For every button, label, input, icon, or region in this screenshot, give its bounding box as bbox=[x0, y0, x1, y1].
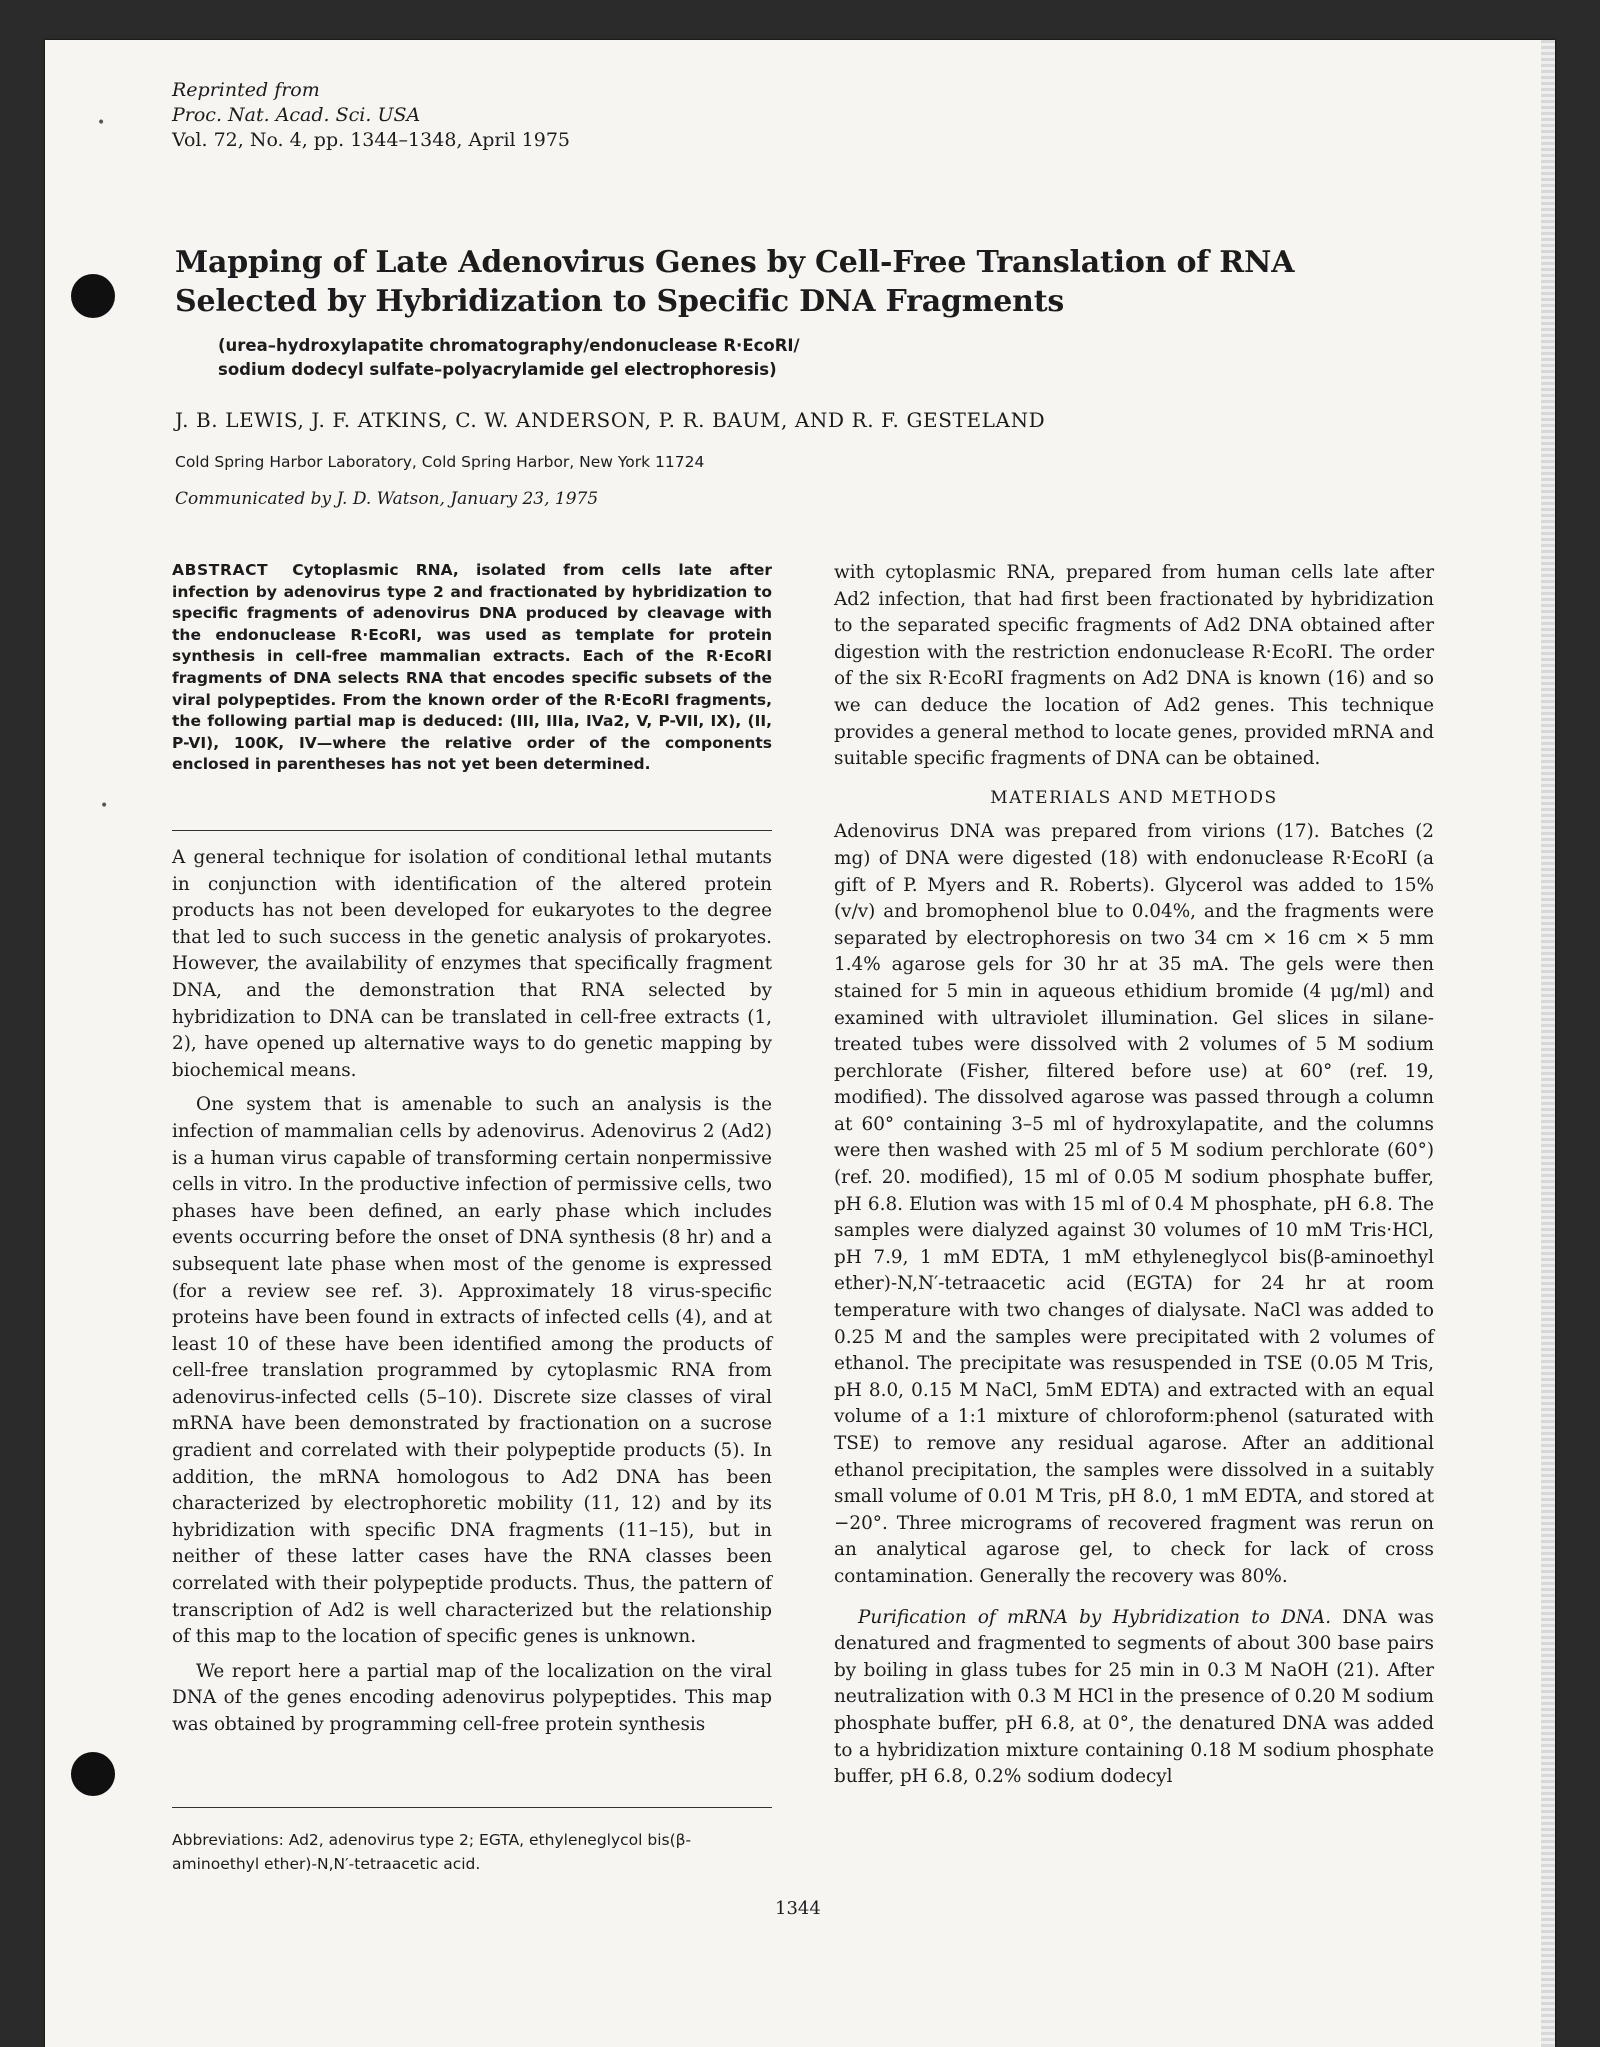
keywords bbox=[218, 334, 1118, 382]
punch-hole-bottom bbox=[71, 1752, 115, 1796]
page-number: 1344 bbox=[775, 1898, 821, 1919]
paragraph bbox=[834, 1605, 1434, 1791]
section-heading: MATERIALS AND METHODS bbox=[990, 787, 1278, 808]
keywords-line: (urea–hydroxylapatite chromatography/endonuclease R·EcoRI/ bbox=[218, 336, 800, 355]
paragraph: with cytoplasmic RNA, prepared from human cells late after Ad2 infection, that had first been fractionated by hybridization to the separated specific fragments of Ad2 DNA obtained after digestion with the restriction endonuclease R·EcoRI. The order of the six R·EcoRI fragments on Ad2 DNA is known (16) and so we can deduce the location of Ad2 genes. This technique provides a general method to locate genes, provided mRNA and suitable specific fragments of DNA can be obtained. bbox=[834, 562, 1434, 770]
abstract bbox=[172, 560, 772, 776]
left-column-body bbox=[172, 845, 772, 1739]
punch-hole-top bbox=[71, 274, 115, 318]
article-title: Mapping of Late Adenovirus Genes by Cell-Free Translation of RNA Selected by Hybridization to Specific DNA Fragments bbox=[175, 245, 1295, 319]
subsection-heading: Purification of mRNA by Hybridization to DNA. bbox=[858, 1606, 1332, 1628]
footnote-divider bbox=[172, 1807, 772, 1808]
paragraph-text: DNA was denatured and fragmented to segments of about 300 base pairs by boiling in glass tubes for 25 min in 0.3 M NaOH (21). After neutralization with 0.3 M HCl in the presence of 0.20 M sodium phosphate buffer, pH 6.8, at 0°, the denatured DNA was added to a hybridization mixture containing 0.18 M sodium phosphate buffer, pH 6.8, 0.2% sodium dodecyl bbox=[834, 1606, 1434, 1788]
volume-info: Vol. 72, No. 4, pp. 1344–1348, April 1975 bbox=[172, 129, 571, 151]
margin-mark: • bbox=[97, 115, 106, 131]
margin-mark: • bbox=[100, 798, 109, 814]
communicated-by: Communicated by J. D. Watson, January 23, 1975 bbox=[175, 489, 599, 509]
author-list: J. B. LEWIS, J. F. ATKINS, C. W. ANDERSON, P. R. BAUM, AND R. F. GESTELAND bbox=[175, 408, 1046, 432]
abstract-divider bbox=[172, 830, 772, 831]
abstract-text: Cytoplasmic RNA, isolated from cells late after infection by adenovirus type 2 and fractionated by hybridization to specific fragments of adenovirus DNA produced by cleavage with the endonuclease R·EcoRI, was used as template for protein synthesis in cell-free mammalian extracts. Each of the R·EcoRI fragments of DNA selects RNA that encodes specific subsets of the viral polypeptides. From the known order of the R·EcoRI fragments, the following partial map is deduced: (III, IIIa, IVa2, V, P-VII, IX), (II, P-VI), 100K, IV—where the relative order of the components enclosed in parentheses has not yet been determined. bbox=[172, 561, 772, 774]
page-edge bbox=[1541, 40, 1555, 2047]
paragraph: One system that is amenable to such an analysis is the infection of mammalian cells by adenovirus. Adenovirus 2 (Ad2) is a human virus capable of transforming certain nonpermissive cells in vitro. In the productive infection of permissive cells, two phases have been defined, an early phase which includes events occurring before the onset of DNA synthesis (8 hr) and a subsequent late phase when most of the genome is expressed (for a review see ref. 3). Approximately 18 virus-specific proteins have been found in extracts of infected cells (4), and at least 10 of these have been identified among the products of cell-free translation programmed by cytoplasmic RNA from adenovirus-infected cells (5–10). Discrete size classes of viral mRNA have been demonstrated by fractionation on a sucrose gradient and correlated with their polypeptide products (5). In addition, the mRNA homologous to Ad2 DNA has been characterized by electrophoretic mobility (11, 12) and by its hybridization with specific DNA fragments (11–15), but in neither of these latter cases have the RNA classes been correlated with their polypeptide products. Thus, the pattern of transcription of Ad2 is well characterized but the relationship of this map to the location of specific genes is unknown. bbox=[172, 1094, 772, 1648]
paragraph: Adenovirus DNA was prepared from virions (17). Batches (2 mg) of DNA were digested (18) with endonuclease R·EcoRI (a gift of P. Myers and R. Roberts). Glycerol was added to 15% (v/v) and bromophenol blue to 0.04%, and the fragments were separated by electrophoresis on two 34 cm × 16 cm × 5 mm 1.4% agarose gels for 30 hr at 35 mA. The gels were then stained for 5 min in aqueous ethidium bromide (4 μg/ml) and examined with ultraviolet illumination. Gel slices in silane-treated tubes were dissolved with 2 volumes of 5 M sodium perchlorate (Fisher, filtered before use) at 60° (ref. 19, modified). The dissolved agarose was passed through a column at 60° containing 3–5 ml of hydroxylapatite, and the columns were then washed with 25 ml of 5 M sodium perchlorate (60°) (ref. 20. modified), 15 ml of 0.05 M sodium phosphate buffer, pH 6.8. Elution was with 15 ml of 0.4 M phosphate, pH 6.8. The samples were dialyzed against 30 volumes of 10 mM Tris·HCl, pH 7.9, 1 mM EDTA, 1 mM ethyleneglycol bis(β-aminoethyl ether)-N,N′-tetraacetic acid (EGTA) for 24 hr at room temperature with two changes of dialysate. NaCl was added to 0.25 M and the samples were precipitated with 2 volumes of ethanol. The precipitate was resuspended in TSE (0.05 M Tris, pH 8.0, 0.15 M NaCl, 5mM EDTA) and extracted with an equal volume of a 1:1 mixture of chloroform:phenol (saturated with TSE) to remove any residual agarose. After an additional ethanol precipitation, the samples were dissolved in a suitably small volume of 0.01 M Tris, pH 8.0, 1 mM EDTA, and stored at −20°. Three micrograms of recovered fragment was rerun on an analytical agarose gel, to check for lack of cross contamination. Generally the recovery was 80%. bbox=[834, 821, 1434, 1587]
paragraph: A general technique for isolation of conditional lethal mutants in conjunction with identification of the altered protein products has not been developed for eukaryotes to the degree that led to such success in the genetic analysis of prokaryotes. However, the availability of enzymes that specifically fragment DNA, and the demonstration that RNA selected by hybridization to DNA can be translated in cell-free extracts (1, 2), have opened up alternative ways to do genetic mapping by biochemical means. bbox=[172, 847, 772, 1081]
keywords-line: sodium dodecyl sulfate–polyacrylamide gel electrophoresis) bbox=[218, 360, 777, 379]
affiliation: Cold Spring Harbor Laboratory, Cold Spring Harbor, New York 11724 bbox=[175, 453, 705, 471]
abbreviations-footnote: Abbreviations: Ad2, adenovirus type 2; EGTA, ethyleneglycol bis(β-aminoethyl ether)-N,N′-tetraacetic acid. bbox=[172, 1831, 692, 1873]
paragraph: We report here a partial map of the localization on the viral DNA of the genes encoding adenovirus polypeptides. This map was obtained by programming cell-free protein synthesis bbox=[172, 1660, 772, 1735]
right-column-body bbox=[834, 560, 1434, 1791]
abstract-label: ABSTRACT bbox=[172, 561, 269, 579]
reprint-note: Reprinted from bbox=[172, 79, 320, 101]
journal-name: Proc. Nat. Acad. Sci. USA bbox=[172, 104, 421, 126]
